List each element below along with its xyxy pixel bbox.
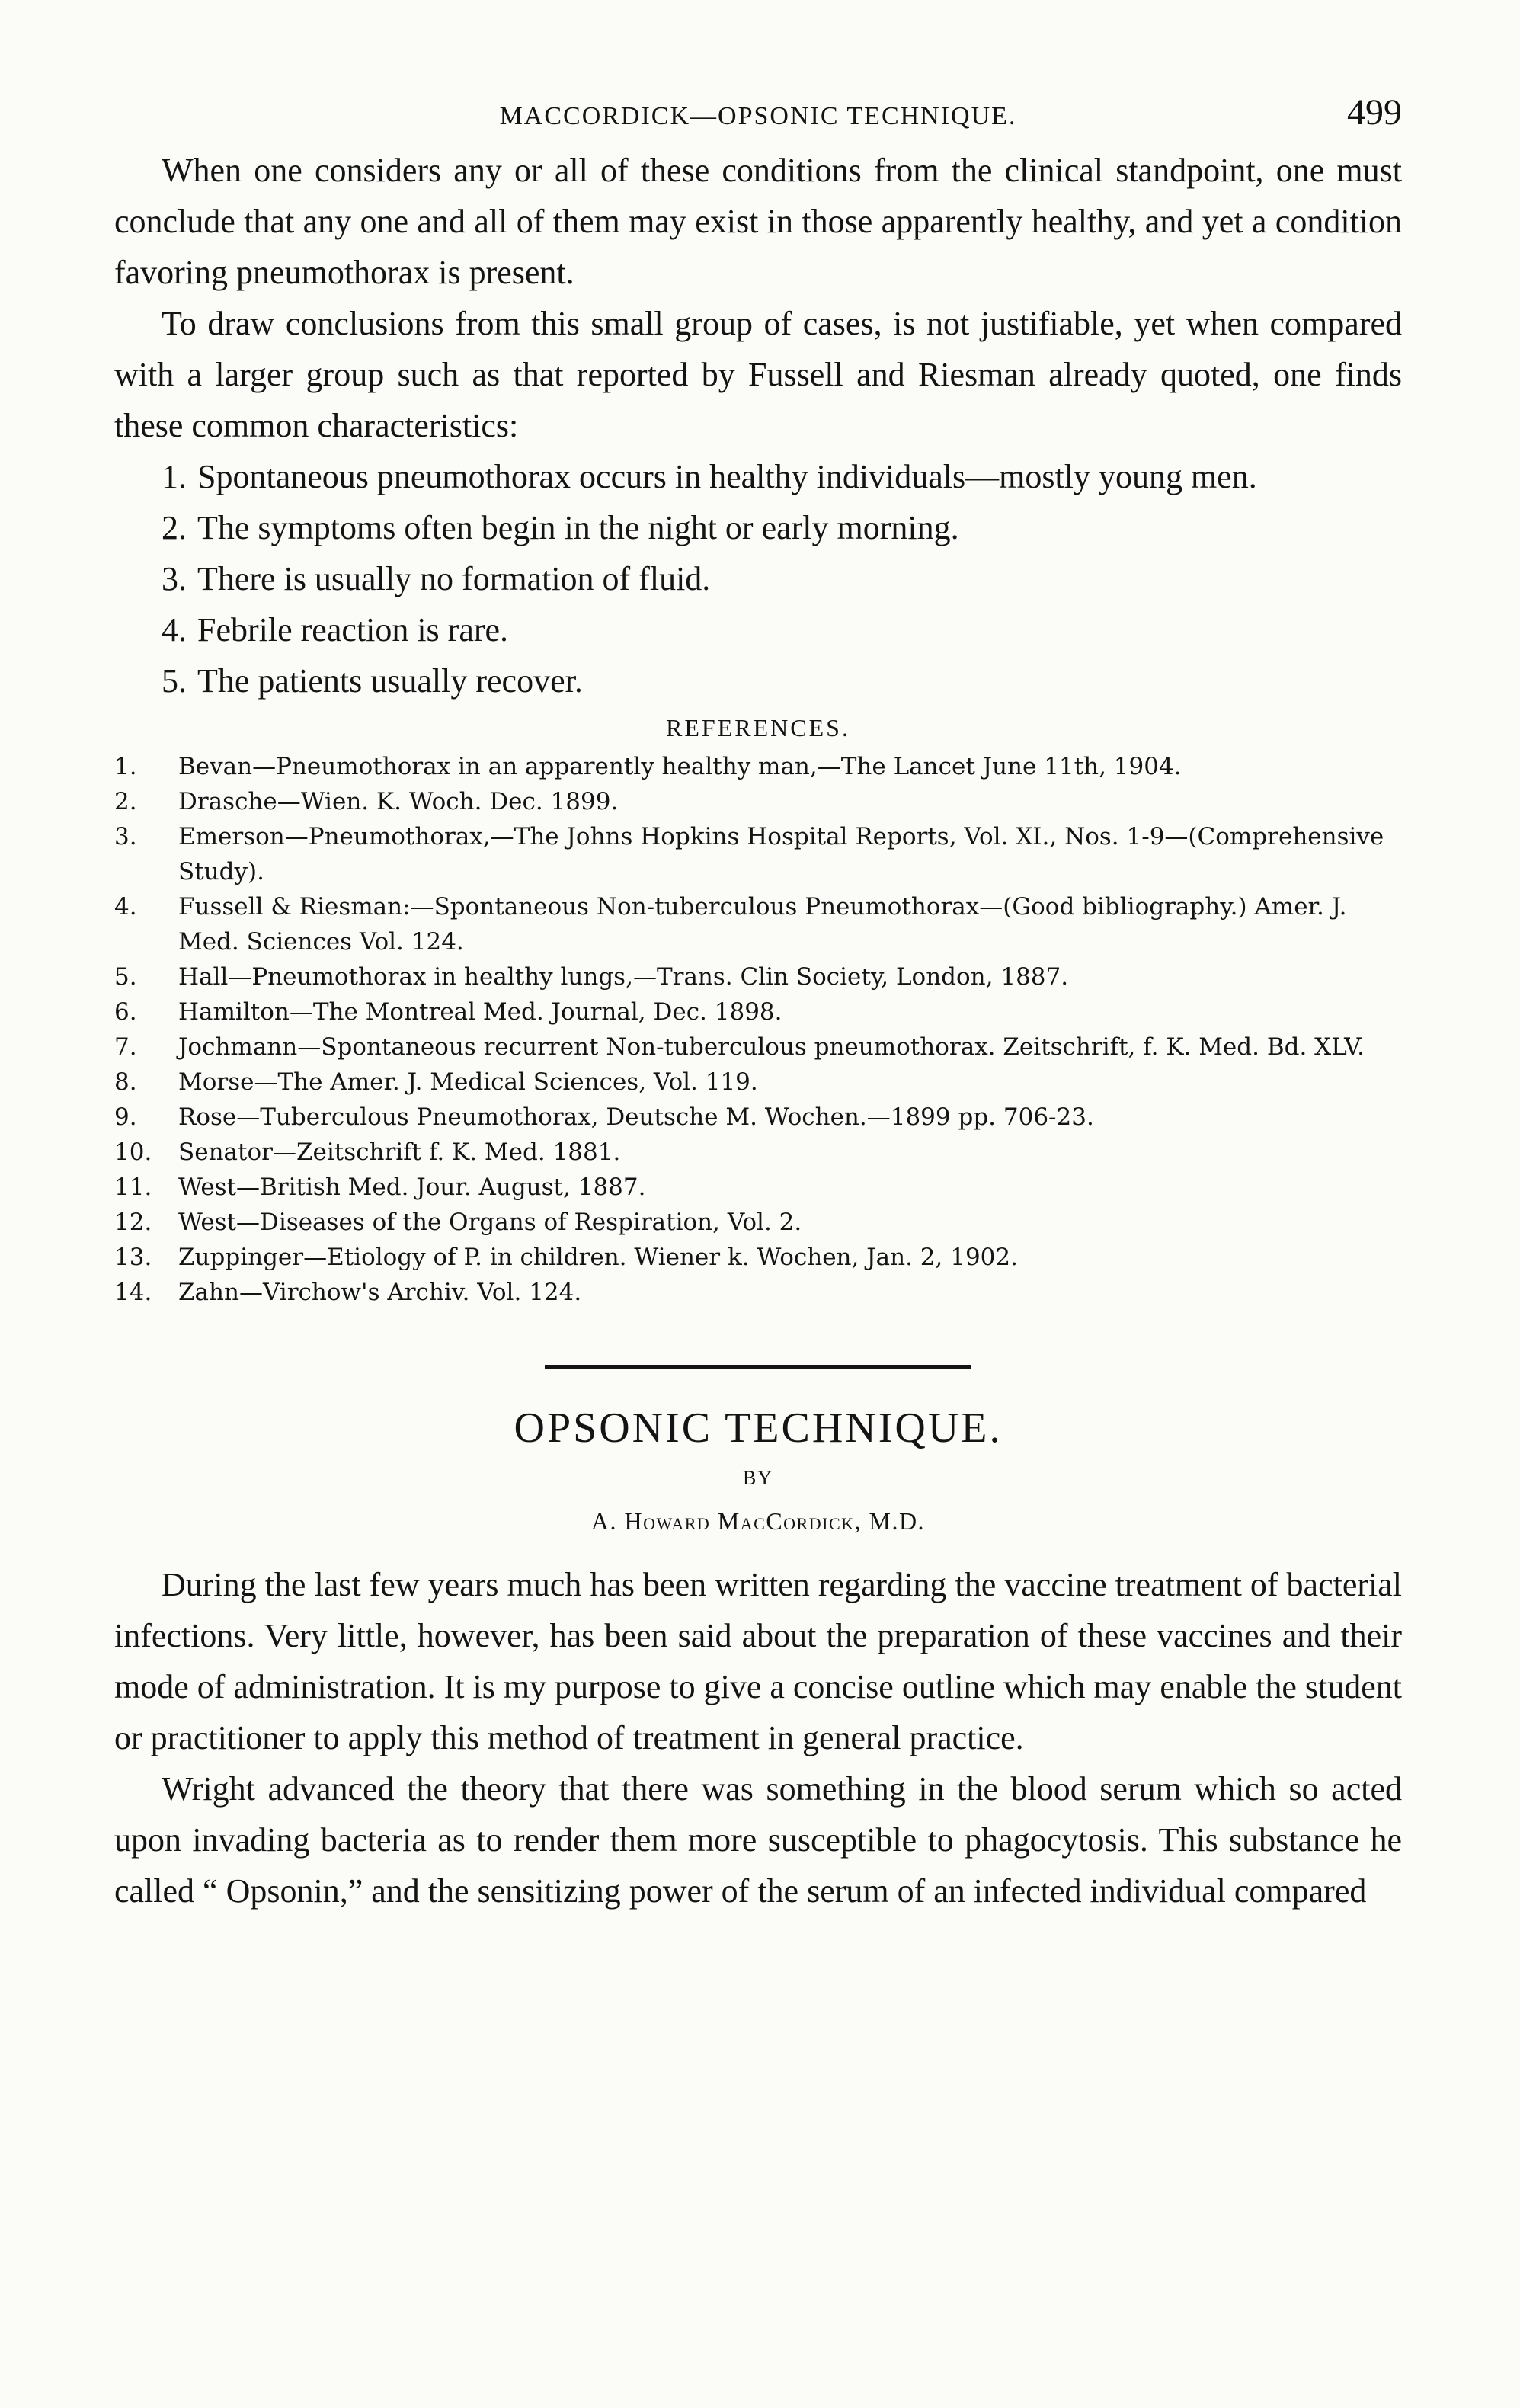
reference-number: 8. [114, 1068, 137, 1096]
reference-text: Jochmann—Spontaneous recurrent Non-tuberculous pneumothorax. Zeitschrift, f. K. Med. Bd. XLV. [178, 1033, 1365, 1061]
article-title: OPSONIC TECHNIQUE. [514, 1404, 1003, 1452]
running-title: MACCORDICK—OPSONIC TECHNIQUE. [499, 102, 1017, 130]
list-number: 2. [162, 509, 187, 546]
reference-item [114, 784, 1402, 819]
reference-text: Emerson—Pneumothorax,—The Johns Hopkins Hospital Reports, Vol. XI., Nos. 1-9—(Comprehensive Study). [178, 823, 1384, 885]
intro-section [114, 145, 1402, 451]
list-number: 3. [162, 560, 187, 597]
list-number: 5. [162, 662, 187, 700]
reference-item [114, 1205, 1402, 1240]
reference-item [114, 819, 1402, 889]
reference-item [114, 1029, 1402, 1065]
reference-number: 3. [114, 823, 137, 850]
list-item [114, 502, 1402, 553]
page [114, 91, 1402, 1916]
reference-text: Senator—Zeitschrift f. K. Med. 1881. [178, 1138, 621, 1166]
reference-text: Morse—The Amer. J. Medical Sciences, Vol. 119. [178, 1068, 758, 1096]
section-divider [545, 1365, 971, 1369]
article-body [114, 1559, 1402, 1916]
reference-number: 12. [114, 1209, 152, 1236]
paragraph: During the last few years much has been written regarding the vaccine treatment of bacterial infections. Very little, however, has been said about the preparation of these vaccines and their mode of administration. It is my purpose to give a concise outline which may enable the student or practitioner to apply this method of treatment in general practice. [114, 1566, 1402, 1756]
reference-number: 4. [114, 893, 137, 921]
reference-item [114, 959, 1402, 994]
list-text: Febrile reaction is rare. [197, 611, 509, 648]
reference-text: Drasche—Wien. K. Woch. Dec. 1899. [178, 788, 619, 815]
reference-number: 5. [114, 963, 137, 991]
page-number: 499 [1347, 92, 1402, 133]
reference-number: 13. [114, 1244, 152, 1271]
reference-number: 10. [114, 1138, 152, 1166]
reference-number: 11. [114, 1174, 152, 1201]
list-number: 1. [162, 458, 187, 495]
reference-text: West—Diseases of the Organs of Respiration, Vol. 2. [178, 1209, 802, 1236]
reference-item [114, 889, 1402, 959]
references-list [114, 749, 1402, 1310]
author-name: A. Howard MacCordick, M.D. [590, 1507, 926, 1535]
reference-text: Hall—Pneumothorax in healthy lungs,—Trans. Clin Society, London, 1887. [178, 963, 1069, 991]
reference-text: Zuppinger—Etiology of P. in children. Wiener k. Wochen, Jan. 2, 1902. [178, 1244, 1018, 1271]
reference-text: West—British Med. Jour. August, 1887. [178, 1174, 646, 1201]
reference-number: 9. [114, 1103, 137, 1131]
list-item [114, 553, 1402, 604]
reference-number: 6. [114, 998, 137, 1026]
list-number: 4. [162, 611, 187, 648]
reference-number: 14. [114, 1279, 152, 1306]
reference-number: 2. [114, 788, 137, 815]
list-item [114, 451, 1402, 502]
paragraph: To draw conclusions from this small group of cases, is not justifiable, yet when compared with a larger group such as that reported by Fussell and Riesman already quoted, one finds these common characteristics: [114, 305, 1402, 444]
reference-item [114, 1240, 1402, 1275]
reference-text: Rose—Tuberculous Pneumothorax, Deutsche M. Wochen.—1899 pp. 706-23. [178, 1103, 1094, 1131]
reference-item [114, 749, 1402, 784]
reference-number: 7. [114, 1033, 137, 1061]
reference-item [114, 994, 1402, 1029]
reference-item [114, 1135, 1402, 1170]
list-item [114, 655, 1402, 706]
list-item [114, 604, 1402, 655]
list-text: Spontaneous pneumothorax occurs in healthy individuals—mostly young men. [197, 458, 1257, 495]
byline: BY [742, 1467, 774, 1489]
reference-item [114, 1100, 1402, 1135]
reference-item [114, 1065, 1402, 1100]
list-text: The symptoms often begin in the night or early morning. [197, 509, 959, 546]
reference-number: 1. [114, 753, 137, 780]
paragraph: Wright advanced the theory that there was something in the blood serum which so acted upon invading bacteria as to render them more susceptible to phagocytosis. This substance he called “ Opsonin,” and the sensitizing power of the serum of an infected individual compared [114, 1770, 1402, 1910]
reference-text: Fussell & Riesman:—Spontaneous Non-tuberculous Pneumothorax—(Good bibliography.) Amer. J. Med. Sciences Vol. 124. [178, 893, 1347, 956]
reference-text: Bevan—Pneumothorax in an apparently healthy man,—The Lancet June 11th, 1904. [178, 753, 1182, 780]
list-text: The patients usually recover. [197, 662, 583, 700]
list-text: There is usually no formation of fluid. [197, 560, 711, 597]
reference-text: Zahn—Virchow's Archiv. Vol. 124. [178, 1279, 582, 1306]
reference-item [114, 1275, 1402, 1310]
running-head [114, 91, 1402, 145]
paragraph: When one considers any or all of these conditions from the clinical standpoint, one must conclude that any one and all of them may exist in those apparently healthy, and yet a condition favoring pneumothorax is present. [114, 152, 1402, 291]
reference-text: Hamilton—The Montreal Med. Journal, Dec. 1898. [178, 998, 782, 1026]
characteristics-list [114, 451, 1402, 706]
references-heading: REFERENCES. [666, 714, 850, 741]
reference-item [114, 1170, 1402, 1205]
